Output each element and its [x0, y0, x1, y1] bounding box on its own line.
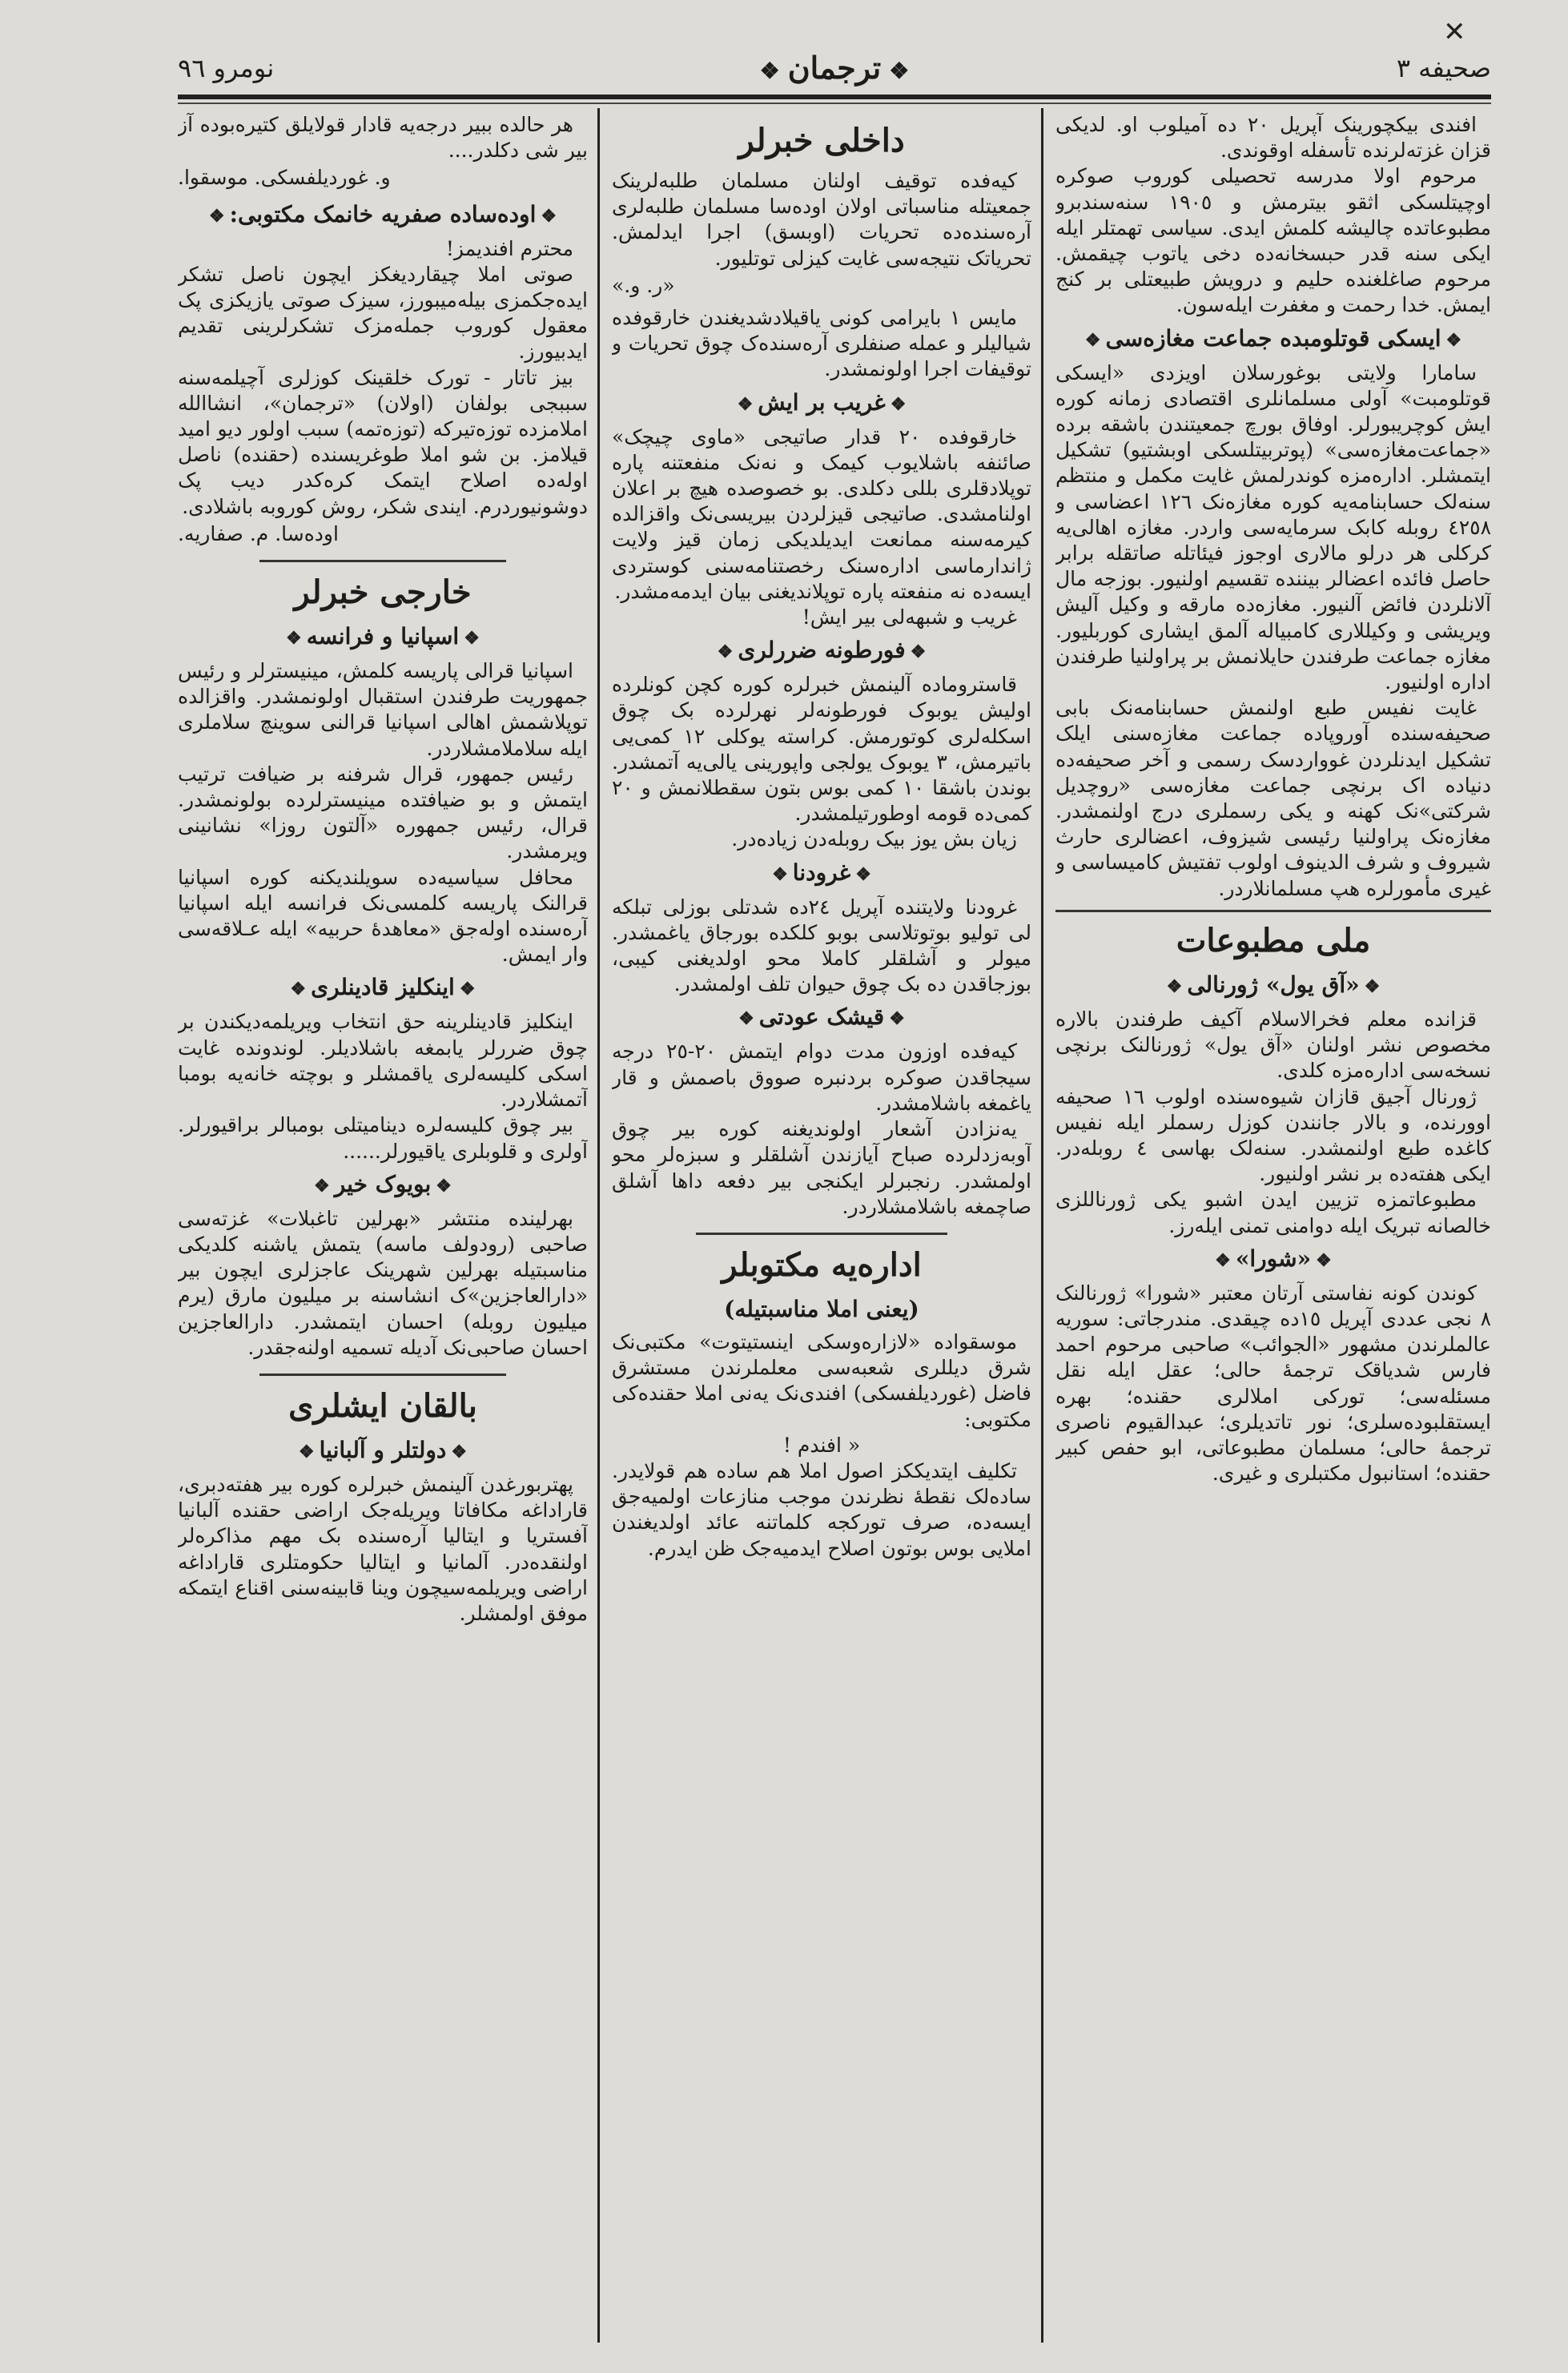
section-subheading: ❖ایسکی قوتلومبده جماعت مغازه‌سی❖ — [1084, 324, 1462, 352]
section-subheading: ❖غرودنا❖ — [772, 859, 871, 886]
section-divider — [259, 560, 505, 562]
article-paragraph: قاستروماده آلینمش خبرلره کوره کچن کونلرده اولیش یوبوک فورطونه‌لر نهرلرده بک چوق اسکله‌لری کوتورمش. کراسته یوکلی ١٢ کمی‌یی باتیرمش، ٣ یوبوک یولجی واپورینی یالی‌یه آتمشدر. بوندن باشقا ١٠ کمی بوس بتون سقطلانمش و ٢٠ کمی‌ده قومه اوطورتیلمشدر. — [612, 673, 1031, 826]
section-subheading: ❖اینکلیز قادینلری❖ — [290, 974, 476, 1001]
article-paragraph: خارقوفده ٢٠ قدار صاتیجی «ماوی چیچک» صائنفه باشلایوب کیمک و نه‌نک منفعتنه پاره توپلادقلری بللی دکلدی. بو خصوصده هیچ بر اعلان اولنامشدی. صاتیجی قیزلردن بیریسی‌نک واقزالده کیرمه‌سنه ممانعت ایدیلدیکی زمان قیز ولایت ژاندارماسی اداره‌سنک رخصتنامه‌سنی کوستردی ایسه‌ده نه منفعته پاره توپلاندیغنی بیان ایدمه‌مشدر. — [612, 424, 1031, 603]
ornament-icon: ❖ — [436, 1175, 452, 1197]
ornament-icon: ❖ — [298, 1441, 315, 1462]
ornament-icon: ❖ — [290, 979, 307, 1000]
section-heading: ملی مطبوعات — [1176, 921, 1371, 959]
letter-salutation: « افندم ! — [782, 1433, 861, 1457]
article-paragraph: اینکلیز قادینلرینه حق انتخاب ویریلمه‌دیکندن بر چوق ضررلر یابمغه باشلادیلر. لوندونده غایت اسکی کلیسه‌لری یاقمشلر و بوچته خانه‌یه بومبا آتمشلاردر. — [178, 1010, 588, 1112]
ornament-icon: ❖ — [759, 58, 780, 84]
article-paragraph: صوتی املا چیقاردیغکز ایچون ناصل تشکر ایده‌جکمزی بیله‌میبورز، سیزک صوتی یازیکزی پک معقول کوروب جمله‌مزک تشکرلرینی تقدیم ایدبیورز. — [178, 262, 588, 364]
article-paragraph: پهتربورغدن آلینمش خبرلره کوره بیر هفته‌دبری، قاراداغه مکافاتا ویریله‌جک اراضی حقنده آلبانیا آفستریا و ایتالیا آره‌سنده بک مهم مذاکره‌لر اولنقده‌در. آلمانیا و ایتالیا حکومتلری قاراداغه اراضی ویریلمه‌سیچون وینا قابینه‌سنی اقناع ایتمکه موفق اولمشلر. — [178, 1472, 588, 1625]
section-subheading: ❖«شورا»❖ — [1215, 1245, 1332, 1272]
ornament-icon: ❖ — [464, 628, 480, 650]
article-paragraph: غرودنا ولایتنده آپریل ٢٤ده شدتلی بوزلی تبلکه لی تولیو بوتوتلاسی بوبو کلکده بورجاق یاغمشدر. میولر و آشلقلر کاملا محو اولدیغنی کیبی، بوزجاقدن ده بک چوق حیوان تلف اولمشدر. — [612, 895, 1031, 996]
ornament-icon: ❖ — [738, 1008, 754, 1030]
article-paragraph: غایت نفیس طبع اولنمش حسابنامه‌نک بابی صحیفه‌سنده آوروپاده جماعت مغازه‌سنی ایلک تشکیل ایدنلردن غوواردسک رسمی و آخر صحیفه‌ده دنیاده اک برنچی جماعت مغازه‌سی «روچدیل شرکتی»نک کهنه و یکی رسملری درج اولنمشدر. مغازه‌نک پراولنیا رئیسی شیزوف، اعضالری حارث شیروف و شرف الدینوف اولوب تفتیش کامیساسی و غیری مأمورلره هپ مسلمانلاردر. — [1055, 696, 1491, 900]
ornament-icon: ❖ — [541, 205, 557, 227]
section-divider — [259, 1374, 505, 1376]
section-heading: خارجی خبرلر — [294, 573, 472, 612]
section-heading: اداره‌یه مکتوبلر — [722, 1245, 922, 1284]
column-divider — [1041, 108, 1043, 2343]
ornament-icon: ❖ — [286, 628, 302, 650]
section-divider — [1055, 910, 1491, 912]
article-paragraph: مایس ١ بایرامی کونی یاقیلادشدیغندن خارقوفده شیالیلر و عمله صنفلری آره‌سنده‌ک چوق تحریات و توقیفات اجرا اولونمشدر. — [612, 306, 1031, 381]
ornament-icon: ❖ — [855, 863, 871, 885]
ornament-icon: ❖ — [737, 393, 754, 415]
newspaper-title-text: ترجمان — [787, 50, 882, 86]
article-paragraph: زیان بش یوز بیک روبله‌دن زیاده‌در. — [731, 827, 1017, 851]
pencil-mark: ✕ — [1443, 16, 1466, 48]
ornament-icon: ❖ — [451, 1441, 468, 1462]
article-signature: و. غوردیلفسکی. موسقوا. — [178, 166, 391, 190]
article-paragraph: بیز تاتار - تورک خلقینک کوزلری آچیلمه‌سنه سببجی بولفان (اولان) «ترجمان»، انشاالله املامزده توزه‌تیرکه (توزه‌تمه) سبب اولور دیو امید قیلامز. بن شو املا طوغریسنده (حقنده) ناصل اوله‌ده اصلاح ایتمک کره‌کدر دیب پک دوشونیوردرم. ایندی شکر، روش کوروبه باشلادی. — [178, 365, 588, 518]
left-column — [178, 112, 588, 2347]
ornament-icon: ❖ — [1084, 329, 1101, 351]
section-subheading: ❖بویوک خیر❖ — [314, 1170, 452, 1197]
ornament-icon: ❖ — [314, 1175, 330, 1197]
header-rule-thin — [178, 103, 1491, 104]
ornament-icon: ❖ — [772, 863, 788, 885]
section-subheading: ❖«آق یول» ژورنالی❖ — [1166, 971, 1381, 998]
article-paragraph: مطبوعاتمزه تزیین ایدن اشبو یکی ژورناللزی خالصانه تبریک ایله دوامنی تمنی ایله‌رز. — [1055, 1188, 1491, 1237]
newspaper-title — [178, 50, 1491, 86]
ornament-icon: ❖ — [208, 205, 225, 227]
article-paragraph: سامارا ولایتی بوغورسلان اویزدی «ایسکی قوتلومبت» آولی مسلمانلری اقتصادی زمانه کوره ایش کوچریبورلر. اوفاق بورچ جمعیتندن باشقه برده «جماعت‌مغازه‌سی» (پوتربیتلسکی اوبشتیو) تشکیل ایتمشلر. اداره‌مزه کوندرلمش غایت مکمل و منتظم سنه‌لک حسابنامه‌یه کوره مغازه‌نک ١٢٦ اعضاسی و ٤٢٥٨ روبله کابک سرمایه‌سی واردر. مغازه اهالی‌یه کرکلی هر درلو مالاری اوجوز فیئاتله صاتقله برابر حاصل فائده اعضالر بیننده تقسیم اولنیور. بوزجه مال آلانلردن فائض آلنیور. مغازه‌ده مارقه و وکیل آلیش ویریشی و وکیللاری کامبیاله آلمق ایشاری کوربلیور. مغازه جماعت طرفندن حایلانمش بر پراولنیا طرفندن اداره اولنیور. — [1055, 360, 1491, 694]
article-paragraph: موسقواده «لازاره‌وسکی اینستیتوت» مکتبی‌نک شرق دیللری شعبه‌سی معلملرندن مستشرق فاضل (غوردیلفسکی) افندی‌نک یه‌نی املا حقنده‌کی مکتوبی: — [612, 1329, 1031, 1431]
article-paragraph: افندی بیکچورینک آپریل ٢٠ ده آمیلوب او. لدیکی قزان غزته‌لرنده تأسفله اوقوندی. — [1055, 113, 1491, 163]
section-subheading: ❖اوده‌ساده صفریه خانمک مکتوبی:❖ — [208, 200, 557, 227]
page-number-label: صحیفه ۳ — [1396, 53, 1491, 83]
article-signature: «ر. و.» — [612, 273, 675, 297]
article-paragraph: بیر چوق کلیسه‌لره دینامیتلی بومبالر براقیورلر. آولری و قلوبلری یاقیورلر...... — [178, 1113, 588, 1163]
article-paragraph: یه‌نزادن آشعار اولوندیغنه کوره بیر چوق آوبه‌زدلرده صباح آیازندن آشلقلر و سبزه‌لر محو اولمشدر. رنجبرلر ایکنجی بیر دفعه داها آشلق صاچمغه باشلامشلاردر. — [612, 1117, 1031, 1218]
article-paragraph: محافل سیاسیه‌ده سویلندیکنه کوره اسپانیا قرالنک پاریسه کلمسی‌نک فرانسه ایله اسپانیا آره‌سنده اوله‌جق «معاهدهٔ حربیه» ایله عـلاقه‌سی وار ایمش. — [178, 865, 588, 967]
ornament-icon: ❖ — [1316, 1249, 1332, 1271]
section-subheading: ❖اسپانیا و فرانسه❖ — [286, 623, 480, 650]
article-paragraph: قزانده معلم فخرالاسلام آکیف طرفندن بالاره مخصوص نشر اولنان «آق یول» ژورنالنک برنچی نسخه‌سی اداره‌مزه کلدی. — [1055, 1007, 1491, 1083]
article-paragraph: مرحوم اولا مدرسه تحصیلی کوروب صوکره اوچیتلسکی اثقو بیترمش و ١٩٠٥ سنه‌سندبرو مطبوعاتده چالیشه کلمش ایدی. سیاسی تهمتلر ایله ایکی سنه قدر حبسخانه‌ده دخی یاتوب چیقمش. مرحوم صاغلغنده حلیم و درویش طبیعتلی بر کنج ایمش. خدا رحمت و مغفرت ایله‌سون. — [1055, 164, 1491, 317]
section-subheading: ❖دولتلر و آلبانیا❖ — [298, 1436, 468, 1463]
article-paragraph: بهرلینده منتشر «بهرلین تاغبلات» غزته‌سی صاحبی (رودولف ماسه) یتمش یاشنه کلدیکی مناسبتیله بهرلین شهرینک عاجزلری ایچون بیر «دارالعاجزین»ک انشاسنه بر میلیون مارق (یرم میلیون روبله) احسان ایتمشدر. دارالعاجزین احسان صاحبی‌نک آدیله تسمیه اولنه‌جقدر. — [178, 1206, 588, 1359]
article-paragraph: اسپانیا قرالی پاریسه کلمش، مینیسترلر و رئیس جمهوریت طرفندن استقبال اولونمشدر. واقزالده توپلاشمش اهالی اسپانیا قرالنی سوینچ سلاملری ایله سلاملامشلاردر. — [178, 659, 588, 760]
section-heading: داخلی خبرلر — [738, 122, 905, 159]
ornament-icon: ❖ — [889, 58, 910, 84]
header-rule — [178, 95, 1491, 99]
section-heading: بالقان ایشلری — [288, 1386, 477, 1425]
right-column — [1055, 112, 1491, 2347]
ornament-icon: ❖ — [459, 979, 476, 1000]
ornament-icon: ❖ — [1445, 329, 1462, 351]
article-paragraph: ژورنال آجیق قازان شیوه‌سنده اولوب ١٦ صحیفه اوورنده، و بالار جانندن کوزل رسملر ایله نفیس کاغده طبع اولنمشدر. سنه‌لک بهاسی ٤ روبله‌در. ایکی هفته‌ده بر نشر اولنیور. — [1055, 1084, 1491, 1186]
article-paragraph: کوندن کونه نفاستی آرتان معتبر «شورا» ژورنالنک ٨ نجی عددی آپریل ١٥ده چیقدی. مندرجاتی: سوریه عالملرندن مشهور «الجوائب» صاحبی مرحوم احمد فارس شدیاقک ترجمهٔ حالی؛ عقل ایله نقل مسئله‌سی؛ تورکی املالری حقنده؛ بهره ایستقلبو‌ده‌سلری؛ نور تاتدیلری؛ عبدالقیوم ناصری ترجمهٔ حالی؛ مسلمان مطبوعاتی، ابو حفص کبیر حقنده؛ استانبول مکتبلری و غیری. — [1055, 1281, 1491, 1486]
ornament-icon: ❖ — [717, 642, 734, 663]
article-paragraph: هر حالده ببیر درجه‌یه قادار قولایلق کتیره‌بوده آز بیر شی دکلدر.... — [178, 113, 588, 163]
section-subheading: (یعنی املا مناسبتیله) — [724, 1295, 919, 1322]
section-divider — [696, 1233, 947, 1235]
middle-column — [612, 112, 1031, 2347]
ornament-icon: ❖ — [1166, 975, 1183, 997]
article-paragraph: تکلیف ایتدیککز اصول املا هم ساده هم قولایدر. ساده‌لک نقطهٔ نظرندن موجب منازعات اولمیه‌جق ایسه‌ده، صرف تورکجه کلماتنه عائد اولدیغندن املایی بوس بوتون اصلاح ایدمیه‌جک ظن ایدرم. — [612, 1458, 1031, 1560]
article-paragraph: رئیس جمهور، قرال شرفنه بر ضیافت ترتیب ایتمش و بو ضیافتده مینیسترلرده بولونمشدر. قرال، رئیس جمهوره «آلتون روزا» نشانینی ویرمشدر. — [178, 762, 588, 863]
section-subheading: ❖فورطونه ضررلری❖ — [717, 637, 927, 664]
ornament-icon: ❖ — [910, 642, 927, 663]
ornament-icon: ❖ — [1364, 975, 1381, 997]
issue-number: نومرو ٩٦ — [178, 53, 275, 83]
article-paragraph: کیه‌فده اوزون مدت دوام ایتمش ٢٠-٢٥ درجه سیجاقدن صوکره بردنبره صووق باصمش و قار یاغمغه باشلامشدر. — [612, 1040, 1031, 1115]
ornament-icon: ❖ — [889, 1008, 905, 1030]
article-signature: اوده‌سا. م. صفاریه. — [178, 521, 339, 545]
article-paragraph: محترم افندیمز! — [445, 236, 573, 260]
article-paragraph: غریب و شبهه‌لی بیر ایش! — [802, 605, 1017, 629]
ornament-icon: ❖ — [890, 393, 907, 415]
column-divider — [597, 108, 600, 2343]
section-subheading: ❖قیشک عودتی❖ — [738, 1003, 905, 1031]
page-header — [178, 42, 1491, 90]
ornament-icon: ❖ — [1215, 1249, 1231, 1271]
section-subheading: ❖غریب بر ایش❖ — [737, 388, 907, 416]
article-paragraph: کیه‌فده توقیف اولنان مسلمان طلبه‌لرینک جمعیتله مناسباتی اولان اوده‌سا مسلمان طلبه‌لری آره‌سنده‌ده تحریات (اوبسق) اجرا ایدلمش. تحریاتک نتیجه‌سی غایت کیزلی توتلیور. — [612, 169, 1031, 270]
